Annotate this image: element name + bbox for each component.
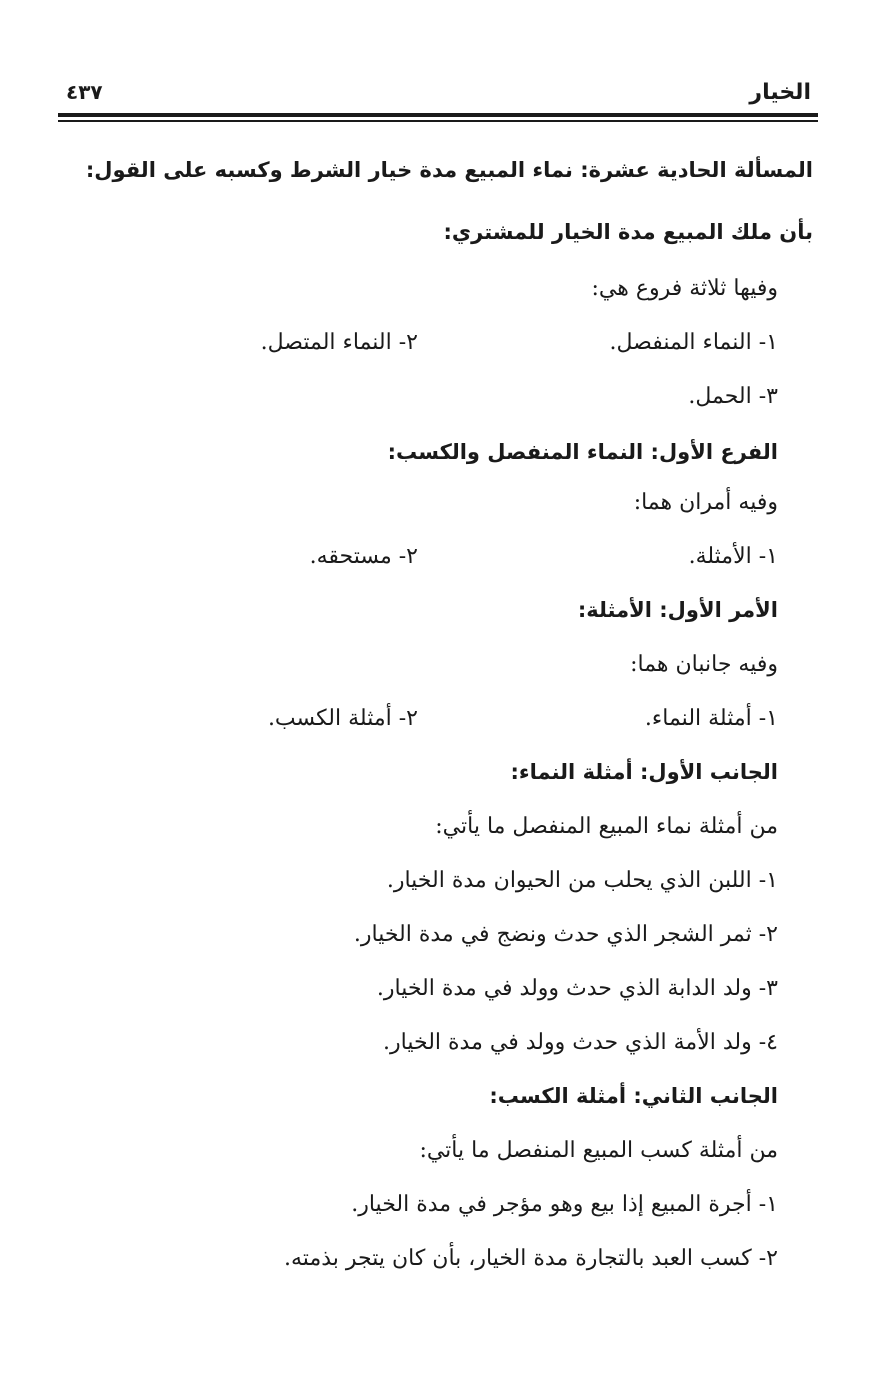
- running-header-title: الخيار: [749, 80, 811, 105]
- matter-one-item-2: ٢- أمثلة الكسب.: [267, 706, 418, 731]
- page-number: ٤٣٧: [66, 80, 103, 104]
- side-one-heading: الجانب الأول: أمثلة النماء:: [510, 760, 778, 784]
- side-two-heading: الجانب الثاني: أمثلة الكسب:: [489, 1084, 778, 1108]
- matter-one-heading: الأمر الأول: الأمثلة:: [577, 598, 778, 622]
- header-rule-thick: [58, 113, 818, 117]
- matter-one-intro: وفيه جانبان هما:: [630, 652, 778, 677]
- side-one-item-3: ٣- ولد الدابة الذي حدث وولد في مدة الخيار.: [376, 976, 778, 1001]
- side-two-intro: من أمثلة كسب المبيع المنفصل ما يأتي:: [419, 1138, 778, 1163]
- matter-one-item-1: ١- أمثلة النماء.: [644, 706, 778, 731]
- branches-intro: وفيها ثلاثة فروع هي:: [591, 276, 778, 301]
- branch-item-1: ١- النماء المنفصل.: [609, 330, 778, 355]
- branch-one-item-2: ٢- مستحقه.: [309, 544, 418, 569]
- header-rule-thin: [58, 120, 818, 122]
- branch-item-2: ٢- النماء المتصل.: [260, 330, 418, 355]
- issue-heading-line2: بأن ملك المبيع مدة الخيار للمشتري:: [443, 220, 813, 244]
- branch-one-heading: الفرع الأول: النماء المنفصل والكسب:: [387, 440, 778, 464]
- issue-heading-line1: المسألة الحادية عشرة: نماء المبيع مدة خيار الشرط وكسبه على القول:: [85, 158, 813, 182]
- side-two-item-2: ٢- كسب العبد بالتجارة مدة الخيار، بأن كان يتجر بذمته.: [284, 1246, 778, 1271]
- side-one-intro: من أمثلة نماء المبيع المنفصل ما يأتي:: [435, 814, 778, 839]
- branch-one-intro: وفيه أمران هما:: [633, 490, 778, 515]
- side-one-item-1: ١- اللبن الذي يحلب من الحيوان مدة الخيار.: [386, 868, 778, 893]
- side-one-item-2: ٢- ثمر الشجر الذي حدث ونضج في مدة الخيار.: [353, 922, 778, 947]
- branch-item-3: ٣- الحمل.: [688, 384, 778, 409]
- side-two-item-1: ١- أجرة المبيع إذا بيع وهو مؤجر في مدة الخيار.: [351, 1192, 778, 1217]
- side-one-item-4: ٤- ولد الأمة الذي حدث وولد في مدة الخيار.: [383, 1030, 778, 1055]
- branch-one-item-1: ١- الأمثلة.: [688, 544, 778, 569]
